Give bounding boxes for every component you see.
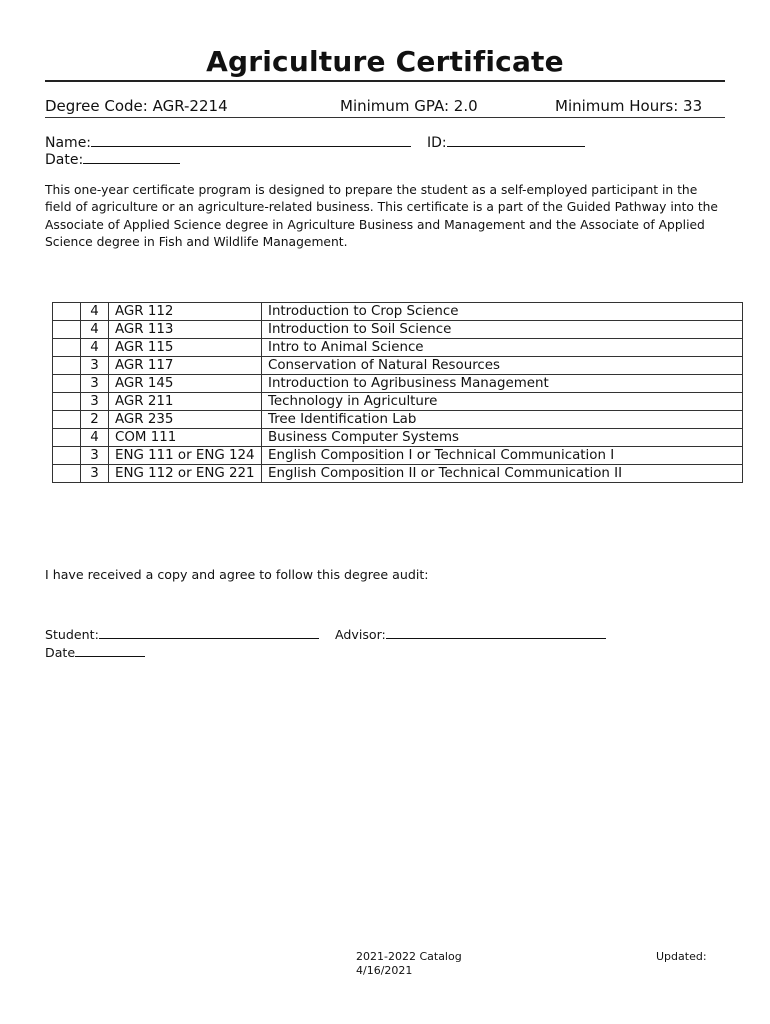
course-row [53, 321, 743, 339]
id-blank[interactable] [447, 134, 585, 147]
course-title: Conservation of Natural Resources [262, 357, 743, 375]
student-label: Student: [45, 627, 99, 642]
course-hours: 3 [81, 393, 109, 411]
title-rule [45, 80, 725, 82]
course-code: ENG 112 or ENG 221 [109, 465, 262, 483]
course-title: English Composition II or Technical Communication II [262, 465, 743, 483]
course-code: AGR 145 [109, 375, 262, 393]
name-label: Name: [45, 135, 92, 151]
course-row [53, 375, 743, 393]
course-check-cell[interactable] [53, 429, 81, 447]
agreement-statement: I have received a copy and agree to follow this degree audit: [45, 567, 429, 582]
signature-date-field[interactable] [45, 644, 145, 660]
id-label: ID: [427, 135, 447, 151]
course-check-cell[interactable] [53, 339, 81, 357]
course-hours: 3 [81, 465, 109, 483]
course-title: Tree Identification Lab [262, 411, 743, 429]
course-hours: 4 [81, 339, 109, 357]
course-row [53, 339, 743, 357]
catalog-date: 4/16/2021 [356, 964, 413, 977]
course-title: Business Computer Systems [262, 429, 743, 447]
minimum-hours: Minimum Hours: 33 [555, 97, 703, 115]
course-hours: 3 [81, 447, 109, 465]
course-check-cell[interactable] [53, 411, 81, 429]
course-hours: 2 [81, 411, 109, 429]
course-code: AGR 211 [109, 393, 262, 411]
student-signature-blank[interactable] [99, 626, 319, 639]
course-title: English Composition I or Technical Communication I [262, 447, 743, 465]
course-code: AGR 117 [109, 357, 262, 375]
course-check-cell[interactable] [53, 393, 81, 411]
date-label: Date: [45, 152, 84, 168]
name-field[interactable] [45, 134, 411, 152]
header-rule [45, 117, 725, 118]
course-check-cell[interactable] [53, 447, 81, 465]
id-field[interactable] [427, 134, 585, 152]
course-row [53, 411, 743, 429]
course-hours: 3 [81, 375, 109, 393]
name-blank[interactable] [91, 134, 411, 147]
course-row [53, 429, 743, 447]
catalog-footer [356, 950, 462, 978]
course-hours: 4 [81, 303, 109, 321]
course-hours: 4 [81, 429, 109, 447]
minimum-gpa: Minimum GPA: 2.0 [340, 97, 478, 115]
course-check-cell[interactable] [53, 321, 81, 339]
course-table [52, 302, 743, 483]
course-check-cell[interactable] [53, 375, 81, 393]
course-check-cell[interactable] [53, 357, 81, 375]
signature-date-label: Date [45, 645, 76, 660]
course-check-cell[interactable] [53, 465, 81, 483]
course-code: AGR 112 [109, 303, 262, 321]
course-code: AGR 113 [109, 321, 262, 339]
degree-code: Degree Code: AGR-2214 [45, 97, 228, 115]
signature-date-blank[interactable] [75, 644, 145, 657]
course-title: Introduction to Crop Science [262, 303, 743, 321]
course-row [53, 393, 743, 411]
course-row [53, 303, 743, 321]
course-title: Introduction to Agribusiness Management [262, 375, 743, 393]
date-field[interactable] [45, 151, 180, 169]
catalog-year: 2021-2022 Catalog [356, 950, 462, 963]
program-description: This one-year certificate program is designed to prepare the student as a self-employed participant in the field of agriculture or an agriculture-related business. This certificate is a part of the Guided Pathway into the Associate of Applied Science degree in Agriculture Business and Management and the Associate of Applied Science degree in Fish and Wildlife Management. [45, 183, 719, 249]
updated-label: Updated: [656, 950, 707, 963]
course-code: ENG 111 or ENG 124 [109, 447, 262, 465]
course-code: AGR 235 [109, 411, 262, 429]
course-title: Intro to Animal Science [262, 339, 743, 357]
course-check-cell[interactable] [53, 303, 81, 321]
page-title: Agriculture Certificate [206, 45, 564, 78]
degree-header [45, 97, 725, 117]
course-code: AGR 115 [109, 339, 262, 357]
advisor-signature-blank[interactable] [386, 626, 606, 639]
course-hours: 3 [81, 357, 109, 375]
course-code: COM 111 [109, 429, 262, 447]
student-signature-field[interactable] [45, 626, 319, 642]
advisor-signature-field[interactable] [335, 626, 606, 642]
date-blank[interactable] [83, 151, 180, 164]
course-title: Introduction to Soil Science [262, 321, 743, 339]
course-row [53, 465, 743, 483]
course-row [53, 447, 743, 465]
course-title: Technology in Agriculture [262, 393, 743, 411]
course-row [53, 357, 743, 375]
course-hours: 4 [81, 321, 109, 339]
advisor-label: Advisor: [335, 627, 386, 642]
